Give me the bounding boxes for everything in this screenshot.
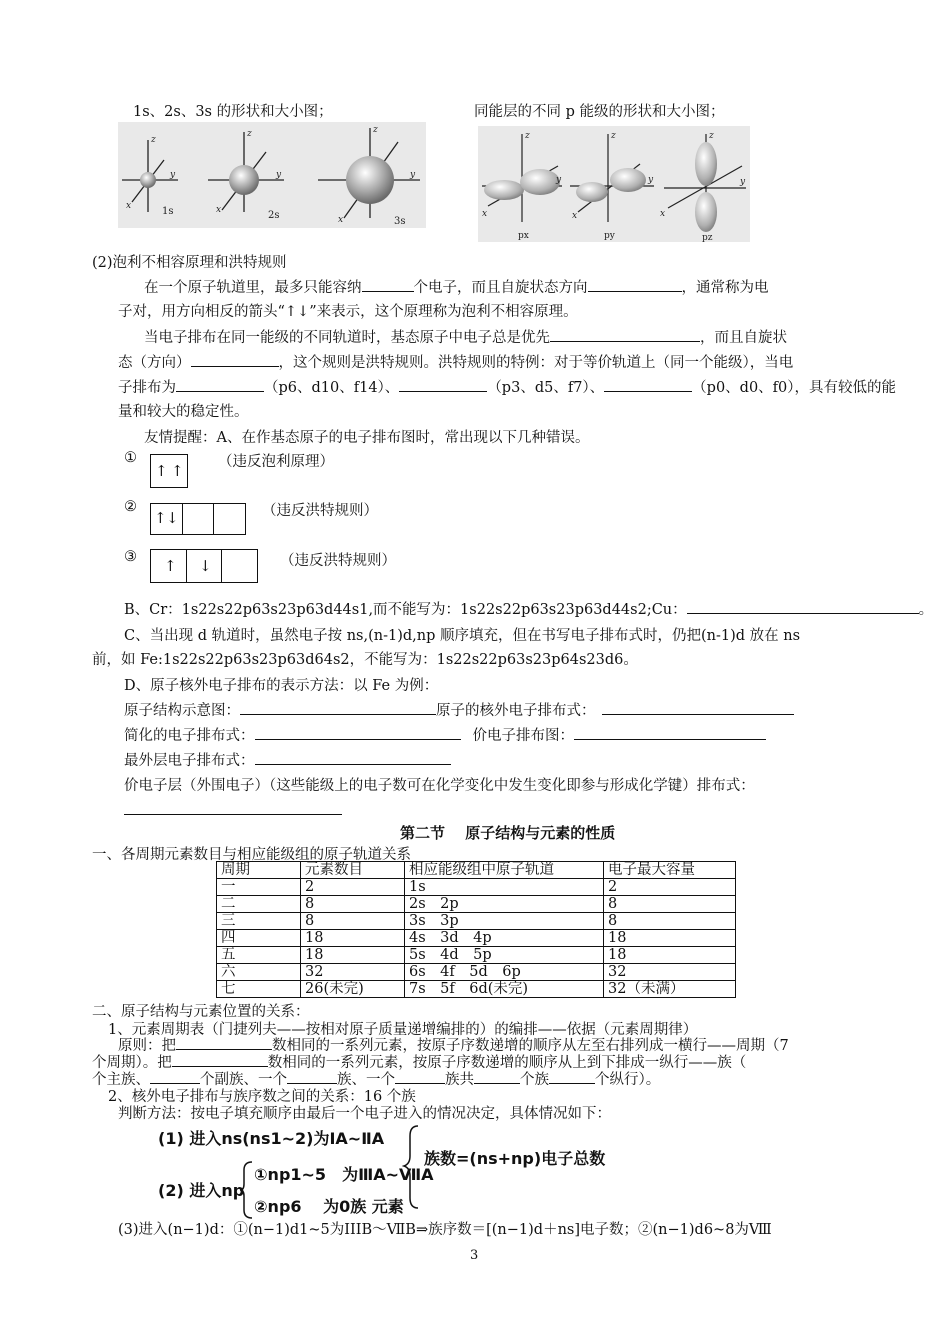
p-orbital-caption: 同能层的不同 p 能级的形状和大小图； [474,104,725,120]
up-arrow-icon: ↑ [155,462,168,480]
error-2-number: ② [124,499,137,515]
periodic-table-basis: 1、元素周期表（门捷列夫——按相对原子质量递增编排的）的编排——依据（元素周期律） [108,1022,698,1038]
blank[interactable] [255,750,451,765]
p-label-py: py [604,231,615,241]
svg-text:x: x [216,205,222,215]
rule-np: (2) 进入np [158,1181,245,1200]
blank[interactable] [395,1069,445,1084]
s-label-3s: 3s [394,216,406,227]
p-label-pz: pz [702,233,713,242]
orbital-box-error-3 [150,549,258,583]
svg-text:y: y [648,175,654,185]
svg-text:y: y [740,177,746,187]
table-row: 五 18 5s 4d 5p 18 [217,947,736,964]
svg-text:z: z [373,125,378,135]
table-row: 三 8 3s 3p 8 [217,913,736,930]
s-orbital-figure [118,122,426,228]
principle-line-1: 原则：把 数相同的一系列元素，按原子序数递增的顺序从左至右排列成一横行——周期（7 [118,1034,789,1055]
s-label-1s: 1s [162,206,174,217]
period-table [216,861,736,998]
blank[interactable] [255,725,461,740]
principle-line-3: 个主族、 个副族、一个 族、一个 族共 个族 个纵行）。 [92,1068,660,1089]
orbital-box-error-1 [150,454,188,488]
tips-intro: 友情提醒：A、在作基态原子的电子排布图时，常出现以下几种错误。 [144,430,590,446]
svg-text:y: y [170,170,176,180]
s-orbital-caption: 1s、2s、3s 的形状和大小图； [133,104,333,120]
svg-text:z: z [611,131,616,141]
tip-d-intro: D、原子核外电子排布的表示方法：以 Fe 为例： [124,678,439,694]
blank[interactable] [176,1035,272,1050]
blank[interactable] [550,327,700,342]
blank[interactable] [549,1069,595,1084]
blank[interactable] [474,1069,520,1084]
fe-simplified-row: 简化的电子排布式： 价电子排布图： [124,724,766,745]
table-row: 一 2 1s 2 [217,879,736,896]
error-2-label: （违反洪特规则） [262,503,378,519]
hund-line-4: 量和较大的稳定性。 [118,404,249,420]
rule-d: (3)进入(n−1)d：①(n−1)d1~5为IIIB～ⅦB⇒族序数＝[(n−1)d＋ns]电子数；②(n−1)d6~8为Ⅷ [118,1222,772,1238]
svg-text:z: z [525,131,530,141]
table-row: 六 32 6s 4f 5d 6p 32 [217,964,736,981]
blank[interactable] [588,277,682,292]
blank[interactable] [687,599,919,614]
pauli-line-1: 在一个原子轨道里，最多只能容纳 个电子，而且自旋状态方向 ，通常称为电 [144,276,769,297]
error-3-label: （违反洪特规则） [280,553,396,569]
fe-valence-row: 价电子层（外围电子）（这些能级上的电子数可在化学变化中发生变化即参与形成化学键）排布式： [124,778,755,794]
svg-text:x: x [482,209,488,219]
svg-text:x: x [126,201,132,211]
blank[interactable] [574,725,766,740]
page-number: 3 [470,1248,479,1263]
group-relation-heading: 2、核外电子排布与族序数之间的关系：16 个族 [108,1089,416,1105]
hund-line-3: 子排布为 （p6、d10、f14）、 （p3、d5、f7）、 （p0、d0、f0），具有较低的能 [118,376,896,397]
svg-text:x: x [338,215,344,225]
blank[interactable] [176,377,264,392]
pauli-heading: (2)泡利不相容原理和洪特规则 [92,255,287,271]
svg-text:z: z [247,129,252,139]
orbital-box-error-2 [150,503,246,535]
section-title: 第二节 原子结构与元素的性质 [400,824,616,842]
hund-line-1: 当电子排布在同一能级的不同轨道时，基态原子中电子总是优先 ，而且自旋状 [144,326,787,347]
svg-text:z: z [151,135,156,145]
blank[interactable] [191,352,279,367]
part-1-heading: 一、各周期元素数目与相应能级组的原子轨道关系 [92,847,411,863]
error-1-number: ① [124,450,137,466]
brace-icon [238,1160,254,1220]
hund-line-2: 态（方向） ，这个规则是洪特规则。洪特规则的特例：对于等价轨道上（同一个能级），当电 [118,351,793,372]
p-orbital-figure [478,126,750,242]
up-arrow-icon: ↑ [164,557,177,575]
blank[interactable] [602,700,794,715]
svg-text:z: z [709,131,714,141]
part-2-heading: 二、原子结构与元素位置的关系： [92,1004,310,1020]
up-arrow-icon: ↑ [171,462,184,480]
p-label-px: px [518,231,529,241]
error-1-label: （违反泡利原理） [218,454,334,470]
down-arrow-icon: ↓ [166,509,179,527]
svg-text:y: y [410,170,416,180]
svg-text:x: x [660,209,666,219]
rule-group-number: 族数=(ns+np)电子总数 [424,1149,606,1168]
blank[interactable] [150,1069,200,1084]
rule-np-1-5: ①np1~5 为ⅢA~ⅦA [254,1165,434,1184]
blank[interactable] [362,277,414,292]
blank[interactable] [287,1069,337,1084]
rule-np-6: ②np6 为0族 元素 [254,1197,404,1216]
tip-c-line-2: 前，如 Fe:1s22s22p63s23p63d64s2，不能写为：1s22s22p63s23p64s23d6。 [92,652,638,668]
fe-structure-row: 原子结构示意图： 原子的核外电子排布式： [124,699,794,720]
down-arrow-icon: ↓ [199,557,212,575]
judgement-method: 判断方法：按电子填充顺序由最后一个电子进入的情况决定，具体情况如下： [118,1106,611,1122]
principle-line-2: 个周期）。把 数相同的一系列元素，按原子序数递增的顺序从上到下排成一纵行——族（ [92,1051,746,1072]
table-row: 二 8 2s 2p 8 [217,896,736,913]
blank[interactable] [172,1052,268,1067]
tip-c-line-1: C、当出现 d 轨道时，虽然电子按 ns,(n-1)d,np 顺序填充，但在书写电子排布式时，仍把(n-1)d 放在 ns [124,628,801,644]
svg-text:y: y [556,175,562,185]
pauli-line-2: 子对，用方向相反的箭头“↑↓”来表示，这个原理称为泡利不相容原理。 [118,304,578,320]
tip-b: B、Cr：1s22s22p63s23p63d44s1,而不能写为：1s22s22p63s23p63d44s2;Cu： 。 [124,598,933,619]
table-row: 七 26(未完) 7s 5f 6d(未完) 32（未满） [217,981,736,998]
svg-text:y: y [276,170,282,180]
blank[interactable] [604,377,692,392]
blank[interactable] [399,377,487,392]
error-3-number: ③ [124,549,137,565]
blank[interactable] [124,814,342,815]
svg-text:x: x [572,211,578,221]
s-label-2s: 2s [268,210,280,221]
rule-ns: (1) 进入ns(ns1~2)为ⅠA~ⅡA [158,1129,385,1148]
table-row: 四 18 4s 3d 4p 18 [217,930,736,947]
up-arrow-icon: ↑ [154,509,167,527]
fe-outer-row: 最外层电子排布式： [124,749,451,770]
table-header-row: 周期 元素数目 相应能级组中原子轨道 电子最大容量 [217,862,736,879]
blank[interactable] [240,700,436,715]
